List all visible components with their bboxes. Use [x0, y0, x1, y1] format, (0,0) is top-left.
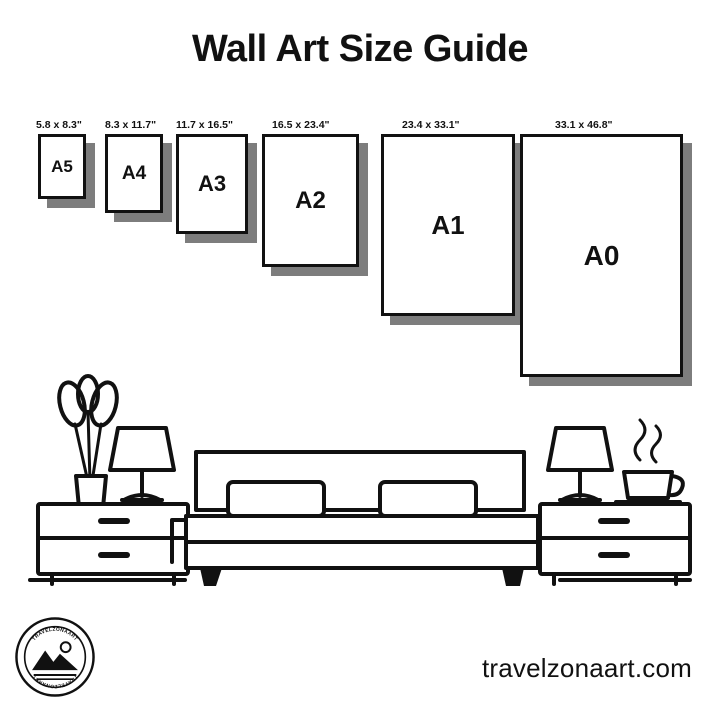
frame-box-a3 [176, 134, 248, 234]
logo-text-top: TRAVELZONAART [32, 627, 78, 643]
frame-dimension-a1: 23.4 x 33.1" [402, 119, 460, 131]
frame-a4[interactable] [105, 134, 163, 213]
right-nightstand[interactable] [540, 504, 690, 584]
left-table-lamp [110, 428, 174, 500]
frame-label-a3: A3 [197, 171, 227, 196]
frame-box-a1 [381, 134, 515, 316]
website-url[interactable]: travelzonaart.com [481, 653, 692, 683]
frame-dimension-a2: 16.5 x 23.4" [272, 119, 330, 131]
plant-vase [55, 376, 121, 518]
frame-a3[interactable] [176, 134, 248, 234]
brand-logo[interactable] [14, 616, 96, 698]
frame-box-a4 [105, 134, 163, 213]
frame-dimension-a0: 33.1 x 46.8" [555, 119, 613, 131]
bed[interactable] [172, 452, 538, 586]
frame-dimension-a3: 11.7 x 16.5" [176, 119, 233, 131]
frame-a5[interactable] [38, 134, 86, 199]
frame-a2[interactable] [262, 134, 359, 267]
bedroom-scene [0, 372, 720, 612]
frame-label-a0: A0 [583, 239, 620, 271]
left-nightstand[interactable] [38, 504, 188, 584]
frame-label-a2: A2 [295, 186, 326, 214]
logo-text-bottom: TRAVELZONAART [32, 673, 78, 688]
page-title: Wall Art Size Guide [191, 28, 529, 70]
frame-box-a2 [262, 134, 359, 267]
frame-a0[interactable] [520, 134, 683, 377]
frame-label-a4: A4 [121, 163, 147, 184]
frame-dimension-a5: 5.8 x 8.3" [36, 119, 82, 131]
frame-box-a0 [520, 134, 683, 377]
frame-box-a5 [38, 134, 86, 199]
frame-dimension-a4: 8.3 x 11.7" [105, 119, 157, 131]
coffee-cup [616, 420, 683, 502]
frame-label-a5: A5 [51, 157, 73, 176]
right-table-lamp [548, 428, 612, 500]
frame-a1[interactable] [381, 134, 515, 316]
frame-label-a1: A1 [431, 210, 465, 240]
